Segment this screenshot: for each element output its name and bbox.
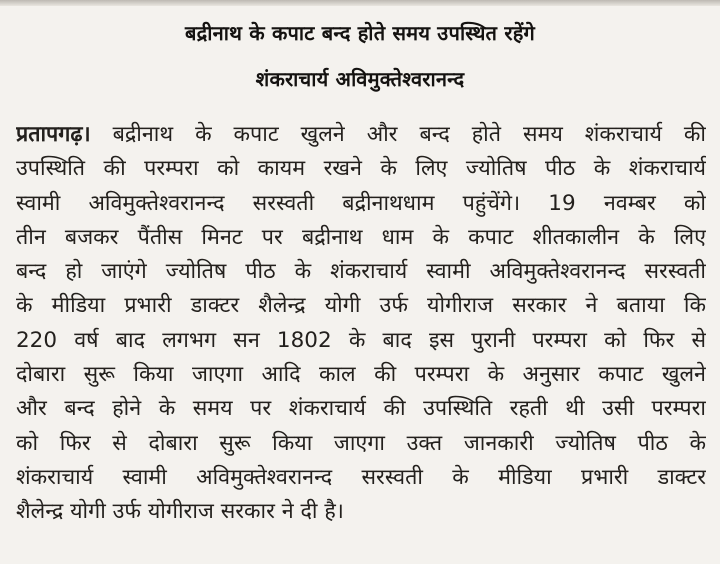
article-line: शंकराचार्य स्वामी अविमुक्तेश्वरानन्द सरस्वती के मीडिया प्रभारी डाक्टर xyxy=(16,464,706,490)
article-line: उपस्थिति की परम्परा को कायम रखने के लिए ज्योतिष पीठ के शंकराचार्य xyxy=(16,156,706,182)
article-body xyxy=(16,118,706,530)
article-line: बन्द हो जाएंगे ज्योतिष पीठ के शंकराचार्य स्वामी अविमुक्तेश्वरानन्द सरस्वती xyxy=(16,259,706,285)
headline-line-2: शंकराचार्य अविमुक्तेश्वरानन्द xyxy=(255,67,465,91)
article-line-text: बद्रीनाथ के कपाट खुलने और बन्द होते समय शंकराचार्य की xyxy=(112,122,706,147)
article-line: दोबारा सुरू किया जाएगा आदि काल की परम्परा के अनुसार कपाट खुलने xyxy=(16,362,706,388)
dateline: प्रतापगढ़। xyxy=(16,122,91,147)
article-line: तीन बजकर पैंतीस मिनट पर बद्रीनाथ धाम के कपाट शीतकालीन के लिए xyxy=(16,224,706,250)
article-line: के मीडिया प्रभारी डाक्टर शैलेन्द्र योगी उर्फ योगीराज सरकार ने बताया कि xyxy=(16,293,706,319)
article-line: को फिर से दोबारा सुरू किया जाएगा उक्त जानकारी ज्योतिष पीठ के xyxy=(16,430,706,456)
article-line: स्वामी अविमुक्तेश्वरानन्द सरस्वती बद्रीनाथधाम पहुंचेंगे। 19 नवम्बर को xyxy=(16,190,706,216)
article-line: और बन्द होने के समय पर शंकराचार्य की उपस्थिति रहती थी उसी परम्परा xyxy=(16,396,706,422)
article-line: 220 वर्ष बाद लगभग सन 1802 के बाद इस पुरानी परम्परा को फिर से xyxy=(16,327,706,353)
headline-line-1: बद्रीनाथ के कपाट बन्द होते समय उपस्थित रहेंगे xyxy=(185,21,535,45)
article-line: शैलेन्द्र योगी उर्फ योगीराज सरकार ने दी है। xyxy=(16,499,344,525)
article-line xyxy=(16,118,706,152)
page-top-edge xyxy=(0,0,720,6)
headline xyxy=(0,10,720,102)
